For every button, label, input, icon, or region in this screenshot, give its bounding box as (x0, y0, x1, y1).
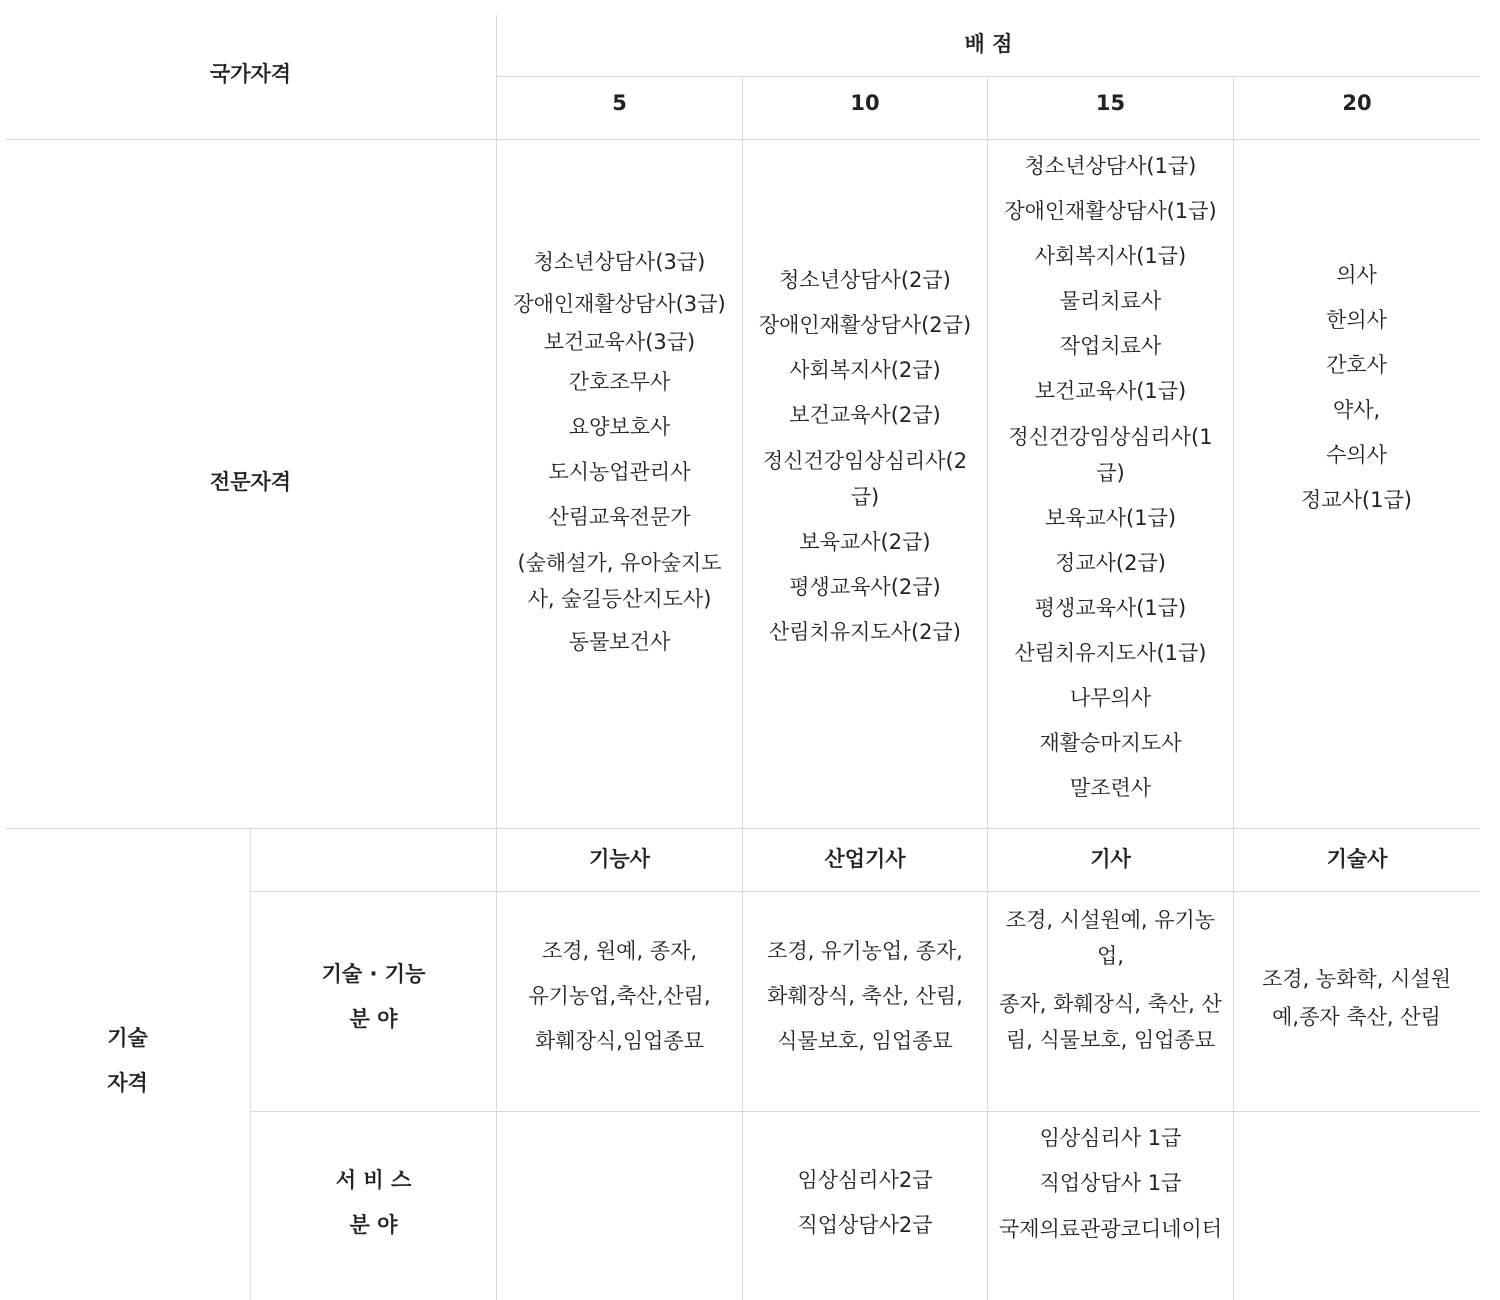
list-item: (숲해설가, 유아숲지도사, 숲길등산지도사) (517, 551, 722, 611)
list-item: 말조련사 (1069, 776, 1152, 800)
col-border-1 (742, 76, 743, 1300)
list-item: 사회복지사(2급) (789, 358, 941, 382)
list-item: 조경, 원예, 종자, (541, 939, 698, 963)
list-item: 재활승마지도사 (1039, 731, 1182, 755)
list-item: 보건교육사(3급) (543, 330, 696, 354)
list-item: 정신건강임상심리사(2급) (762, 449, 968, 509)
list-item: 의사 (1336, 263, 1377, 287)
list-item: 작업치료사 (1059, 334, 1162, 358)
list-item: 조경, 시설원예, 유기농업, (1005, 908, 1216, 968)
grade-engineer: 기사 (1090, 847, 1131, 871)
list-item: 물리치료사 (1059, 289, 1162, 313)
technical-label (5, 1016, 250, 1106)
grade-industrial-engineer: 산업기사 (824, 847, 906, 871)
list-item: 평생교육사(1급) (1034, 596, 1187, 620)
service-field-label-line2: 분 야 (349, 1213, 398, 1237)
tech-field-col-10 (751, 929, 979, 1064)
list-item: 보육교사(2급) (799, 530, 931, 554)
list-item: 한의사 (1326, 308, 1387, 332)
list-item: 산림치유지도사(1급) (1014, 641, 1207, 665)
grade-professional-engineer: 기술사 (1326, 847, 1388, 871)
list-item: 조경, 유기농업, 종자, (767, 939, 963, 963)
list-item: 정교사(2급) (1055, 551, 1166, 575)
tech-field-label (251, 952, 496, 1042)
tech-field-col-5 (505, 929, 734, 1064)
list-item: 장애인재활상담사(2급) (758, 313, 972, 337)
list-item: 직업상담사2급 (797, 1213, 933, 1237)
list-item: 장애인재활상담사(1급) (1004, 199, 1217, 223)
service-field-label-line1: 서 비 스 (335, 1168, 412, 1192)
list-item: 보육교사(1급) (1044, 506, 1177, 530)
tech-field-label-line2: 분 야 (349, 1007, 398, 1031)
list-item: 화훼장식, 축산, 산림, (767, 984, 963, 1008)
service-field-col-10 (751, 1158, 979, 1248)
tech-field-label-line1: 기술 · 기능 (321, 962, 426, 986)
label-column-border (496, 15, 497, 1300)
technical-label-line2: 자격 (107, 1071, 148, 1095)
list-item: 사회복지사(1급) (1034, 244, 1187, 268)
list-item: 보건교육사(2급) (789, 403, 941, 427)
list-item: 화훼장식,임업종묘 (535, 1029, 704, 1053)
tech-field-col-20 (1250, 960, 1463, 1036)
score-col-15: 15 (1095, 91, 1126, 115)
list-item: 종자, 화훼장식, 축산, 산림, 식물보호, 임업종묘 (999, 992, 1222, 1052)
professional-label: 전문자격 (209, 470, 292, 494)
list-item: 유기농업,축산,산림, (528, 984, 711, 1008)
list-item: 정교사(1급) (1301, 488, 1412, 512)
grade-craftsman: 기능사 (589, 847, 650, 871)
list-item: 장애인재활상담사(3급) (513, 292, 726, 316)
list-item: 청소년상담사(1급) (1024, 154, 1197, 178)
tech-field-col-15 (996, 902, 1225, 1058)
list-item: 산림치유지도사(2급) (768, 620, 962, 644)
national-qualification-header: 국가자격 (209, 62, 292, 86)
list-item: 임상심리사2급 (797, 1168, 933, 1192)
score-header: 배 점 (964, 32, 1013, 56)
score-col-10: 10 (850, 91, 880, 115)
list-item: 동물보건사 (568, 630, 671, 654)
score-col-20: 20 (1342, 91, 1372, 115)
list-item: 간호조무사 (568, 370, 671, 394)
list-item: 간호사 (1326, 353, 1387, 377)
list-item: 평생교육사(2급) (789, 575, 941, 599)
list-item: 청소년상담사(2급) (779, 268, 951, 292)
header-divider (497, 76, 1480, 77)
service-field-col-15 (996, 1116, 1225, 1247)
list-item: 요양보호사 (568, 415, 671, 439)
technical-label-line1: 기술 (107, 1026, 148, 1050)
list-item: 나무의사 (1069, 686, 1152, 710)
list-item: 정신건강임상심리사(1급) (1008, 425, 1213, 485)
list-item: 국제의료관광코디네이터 (998, 1217, 1223, 1241)
list-item: 수의사 (1326, 443, 1387, 467)
col-border-3 (1233, 76, 1234, 1300)
score-col-5: 5 (612, 91, 627, 115)
list-item: 약사, (1332, 398, 1381, 422)
list-item: 보건교육사(1급) (1034, 379, 1187, 403)
list-item: 도시농업관리사 (548, 460, 691, 484)
grade-row-border (250, 891, 1480, 892)
col-border-2 (987, 76, 988, 1300)
list-item: 임상심리사 1급 (1039, 1126, 1182, 1150)
list-item: 조경, 농화학, 시설원예,종자 축산, 산림 (1262, 967, 1451, 1029)
list-item: 직업상담사 1급 (1039, 1171, 1182, 1195)
list-item: 식물보호, 임업종묘 (777, 1029, 953, 1053)
list-item: 청소년상담사(3급) (533, 250, 706, 274)
list-item: 산림교육전문가 (548, 505, 691, 529)
tech-field-bottom-border (250, 1111, 1480, 1112)
service-field-label (251, 1158, 496, 1248)
